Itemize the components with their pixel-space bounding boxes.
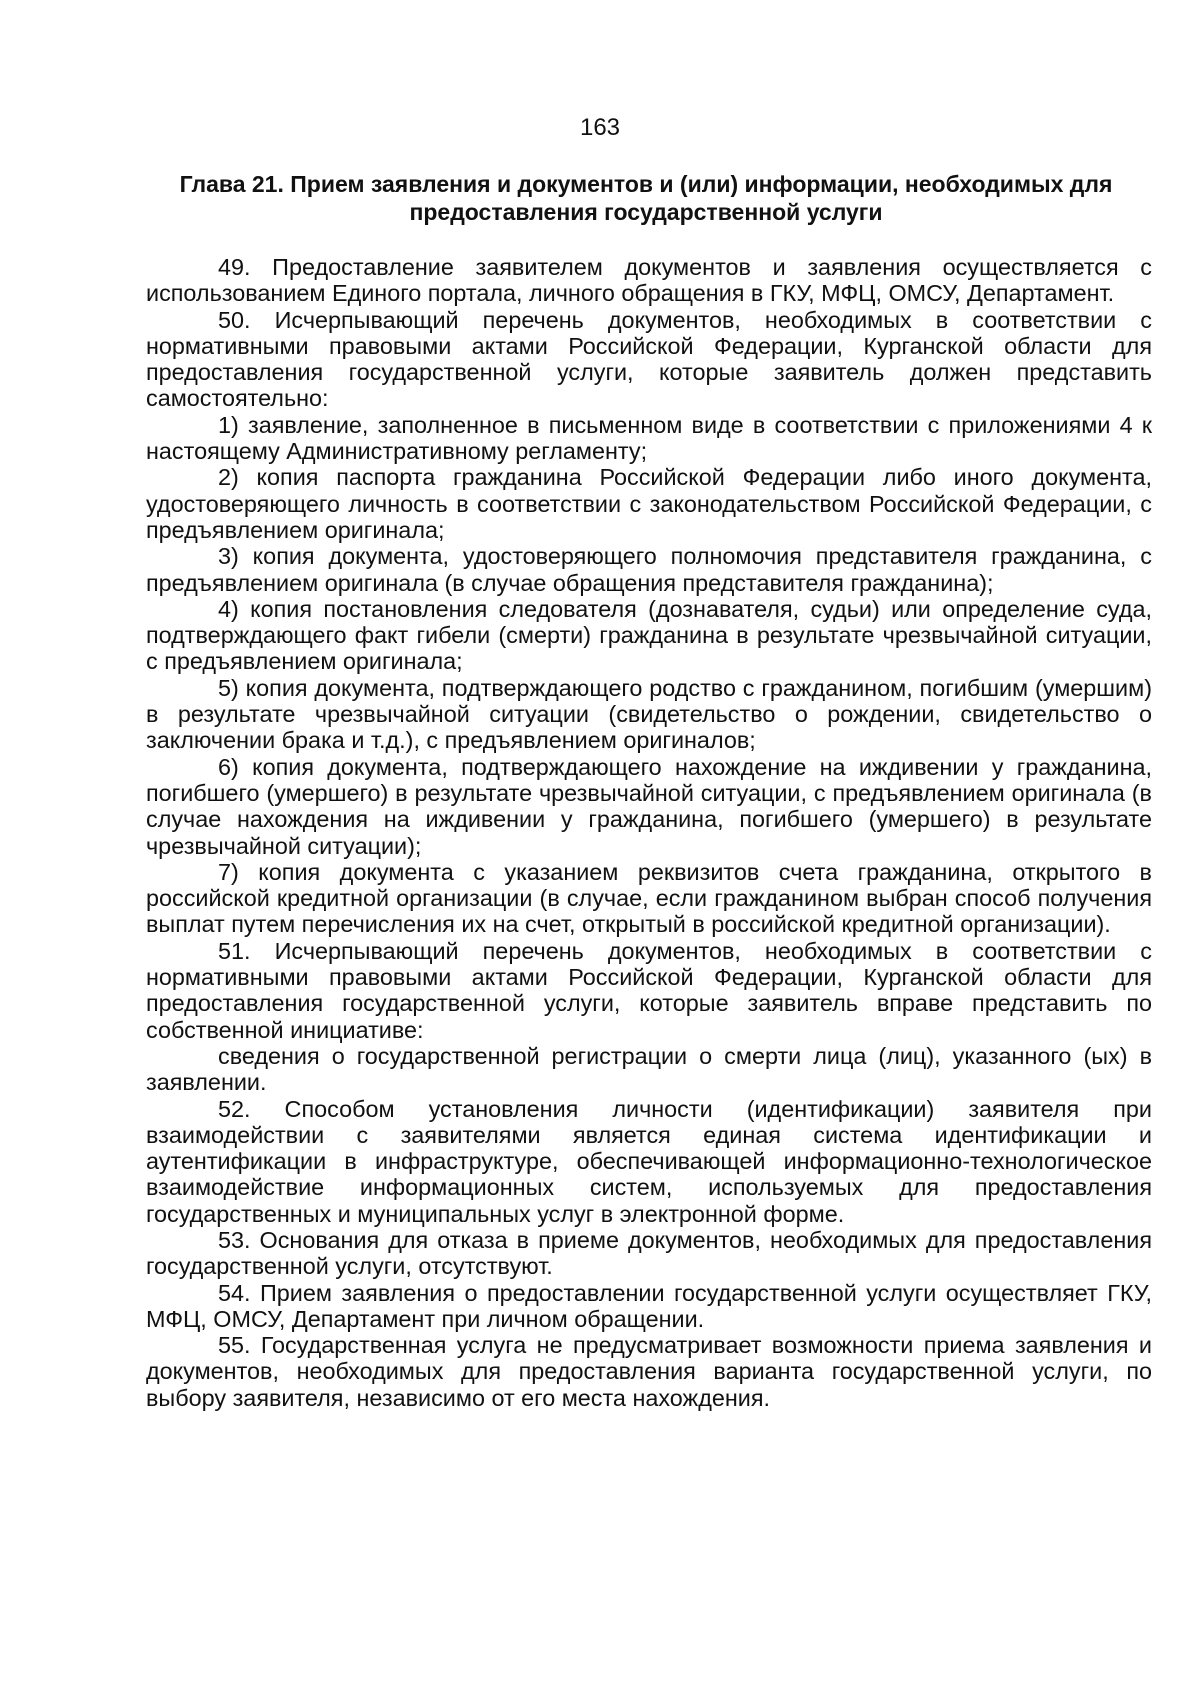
list-item-1: 1) заявление, заполненное в письменном виде в соответствии с приложениями 4 к настоящему Административному регламенту; xyxy=(146,411,1152,465)
paragraph-50: 50. Исчерпывающий перечень документов, необходимых в соответствии с нормативными правовыми актами Российской Федерации, Курганской области для предоставления государственной услуги, которые заявитель должен представить самостоятельно: xyxy=(146,306,1152,412)
list-item-2: 2) копия паспорта гражданина Российской Федерации либо иного документа, удостоверяющего личность в соответствии с законодательством Российской Федерации, с предъявлением оригинала; xyxy=(146,464,1152,543)
paragraph-51: 51. Исчерпывающий перечень документов, необходимых в соответствии с нормативными правовыми актами Российской Федерации, Курганской области для предоставления государственной услуги, которые заявитель вправе представить по собственной инициативе: xyxy=(146,937,1152,1043)
list-item-3: 3) копия документа, удостоверяющего полномочия представителя гражданина, с предъявлением оригинала (в случае обращения представителя гражданина); xyxy=(146,543,1152,596)
paragraph-54: 54. Прием заявления о предоставлении государственной услуги осуществляет ГКУ, МФЦ, ОМСУ, Департамент при личном обращении. xyxy=(146,1279,1152,1332)
list-item-4: 4) копия постановления следователя (дознавателя, судьи) или определение суда, подтверждающего факт гибели (смерти) гражданина в результате чрезвычайной ситуации, с предъявлением оригинала; xyxy=(146,595,1152,675)
paragraph-51-item: сведения о государственной регистрации о смерти лица (лиц), указанного (ых) в заявлении. xyxy=(146,1042,1152,1096)
paragraph-52: 52. Способом установления личности (идентификации) заявителя при взаимодействии с заявителями является единая система идентификации и аутентификации в инфраструктуре, обеспечивающей информационно-технологическое взаимодействие информационных систем, используемых для предоставления государственных и муниципальных услуг в электронной форме. xyxy=(146,1095,1152,1227)
chapter-title: Глава 21. Прием заявления и документов и (или) информации, необходимых для предоставления государственной услуги xyxy=(179,171,1113,225)
document-body xyxy=(146,254,1152,1411)
paragraph-53: 53. Основания для отказа в приеме документов, необходимых для предоставления государственной услуги, отсутствуют. xyxy=(146,1226,1152,1280)
list-item-5: 5) копия документа, подтверждающего родство с гражданином, погибшим (умершим) в результате чрезвычайной ситуации (свидетельство о рождении, свидетельство о заключении брака и т.д.), с предъявлением оригиналов; xyxy=(146,674,1152,754)
list-item-7: 7) копия документа с указанием реквизитов счета гражданина, открытого в российской кредитной организации (в случае, если гражданином выбран способ получения выплат путем перечисления их на счет, открытый в российской кредитной организации). xyxy=(146,858,1152,938)
list-item-6: 6) копия документа, подтверждающего нахождение на иждивении у гражданина, погибшего (умершего) в результате чрезвычайной ситуации, с предъявлением оригинала (в случае нахождения на иждивении у гражданина, погибшего (умершего) в результате чрезвычайной ситуации); xyxy=(146,753,1152,859)
paragraph-49: 49. Предоставление заявителем документов и заявления осуществляется с использованием Единого портала, личного обращения в ГКУ, МФЦ, ОМСУ, Департамент. xyxy=(146,254,1152,307)
paragraph-55: 55. Государственная услуга не предусматривает возможности приема заявления и документов, необходимых для предоставления варианта государственной услуги, по выбору заявителя, независимо от его места нахождения. xyxy=(146,1332,1152,1411)
page-number: 163 xyxy=(579,114,621,141)
